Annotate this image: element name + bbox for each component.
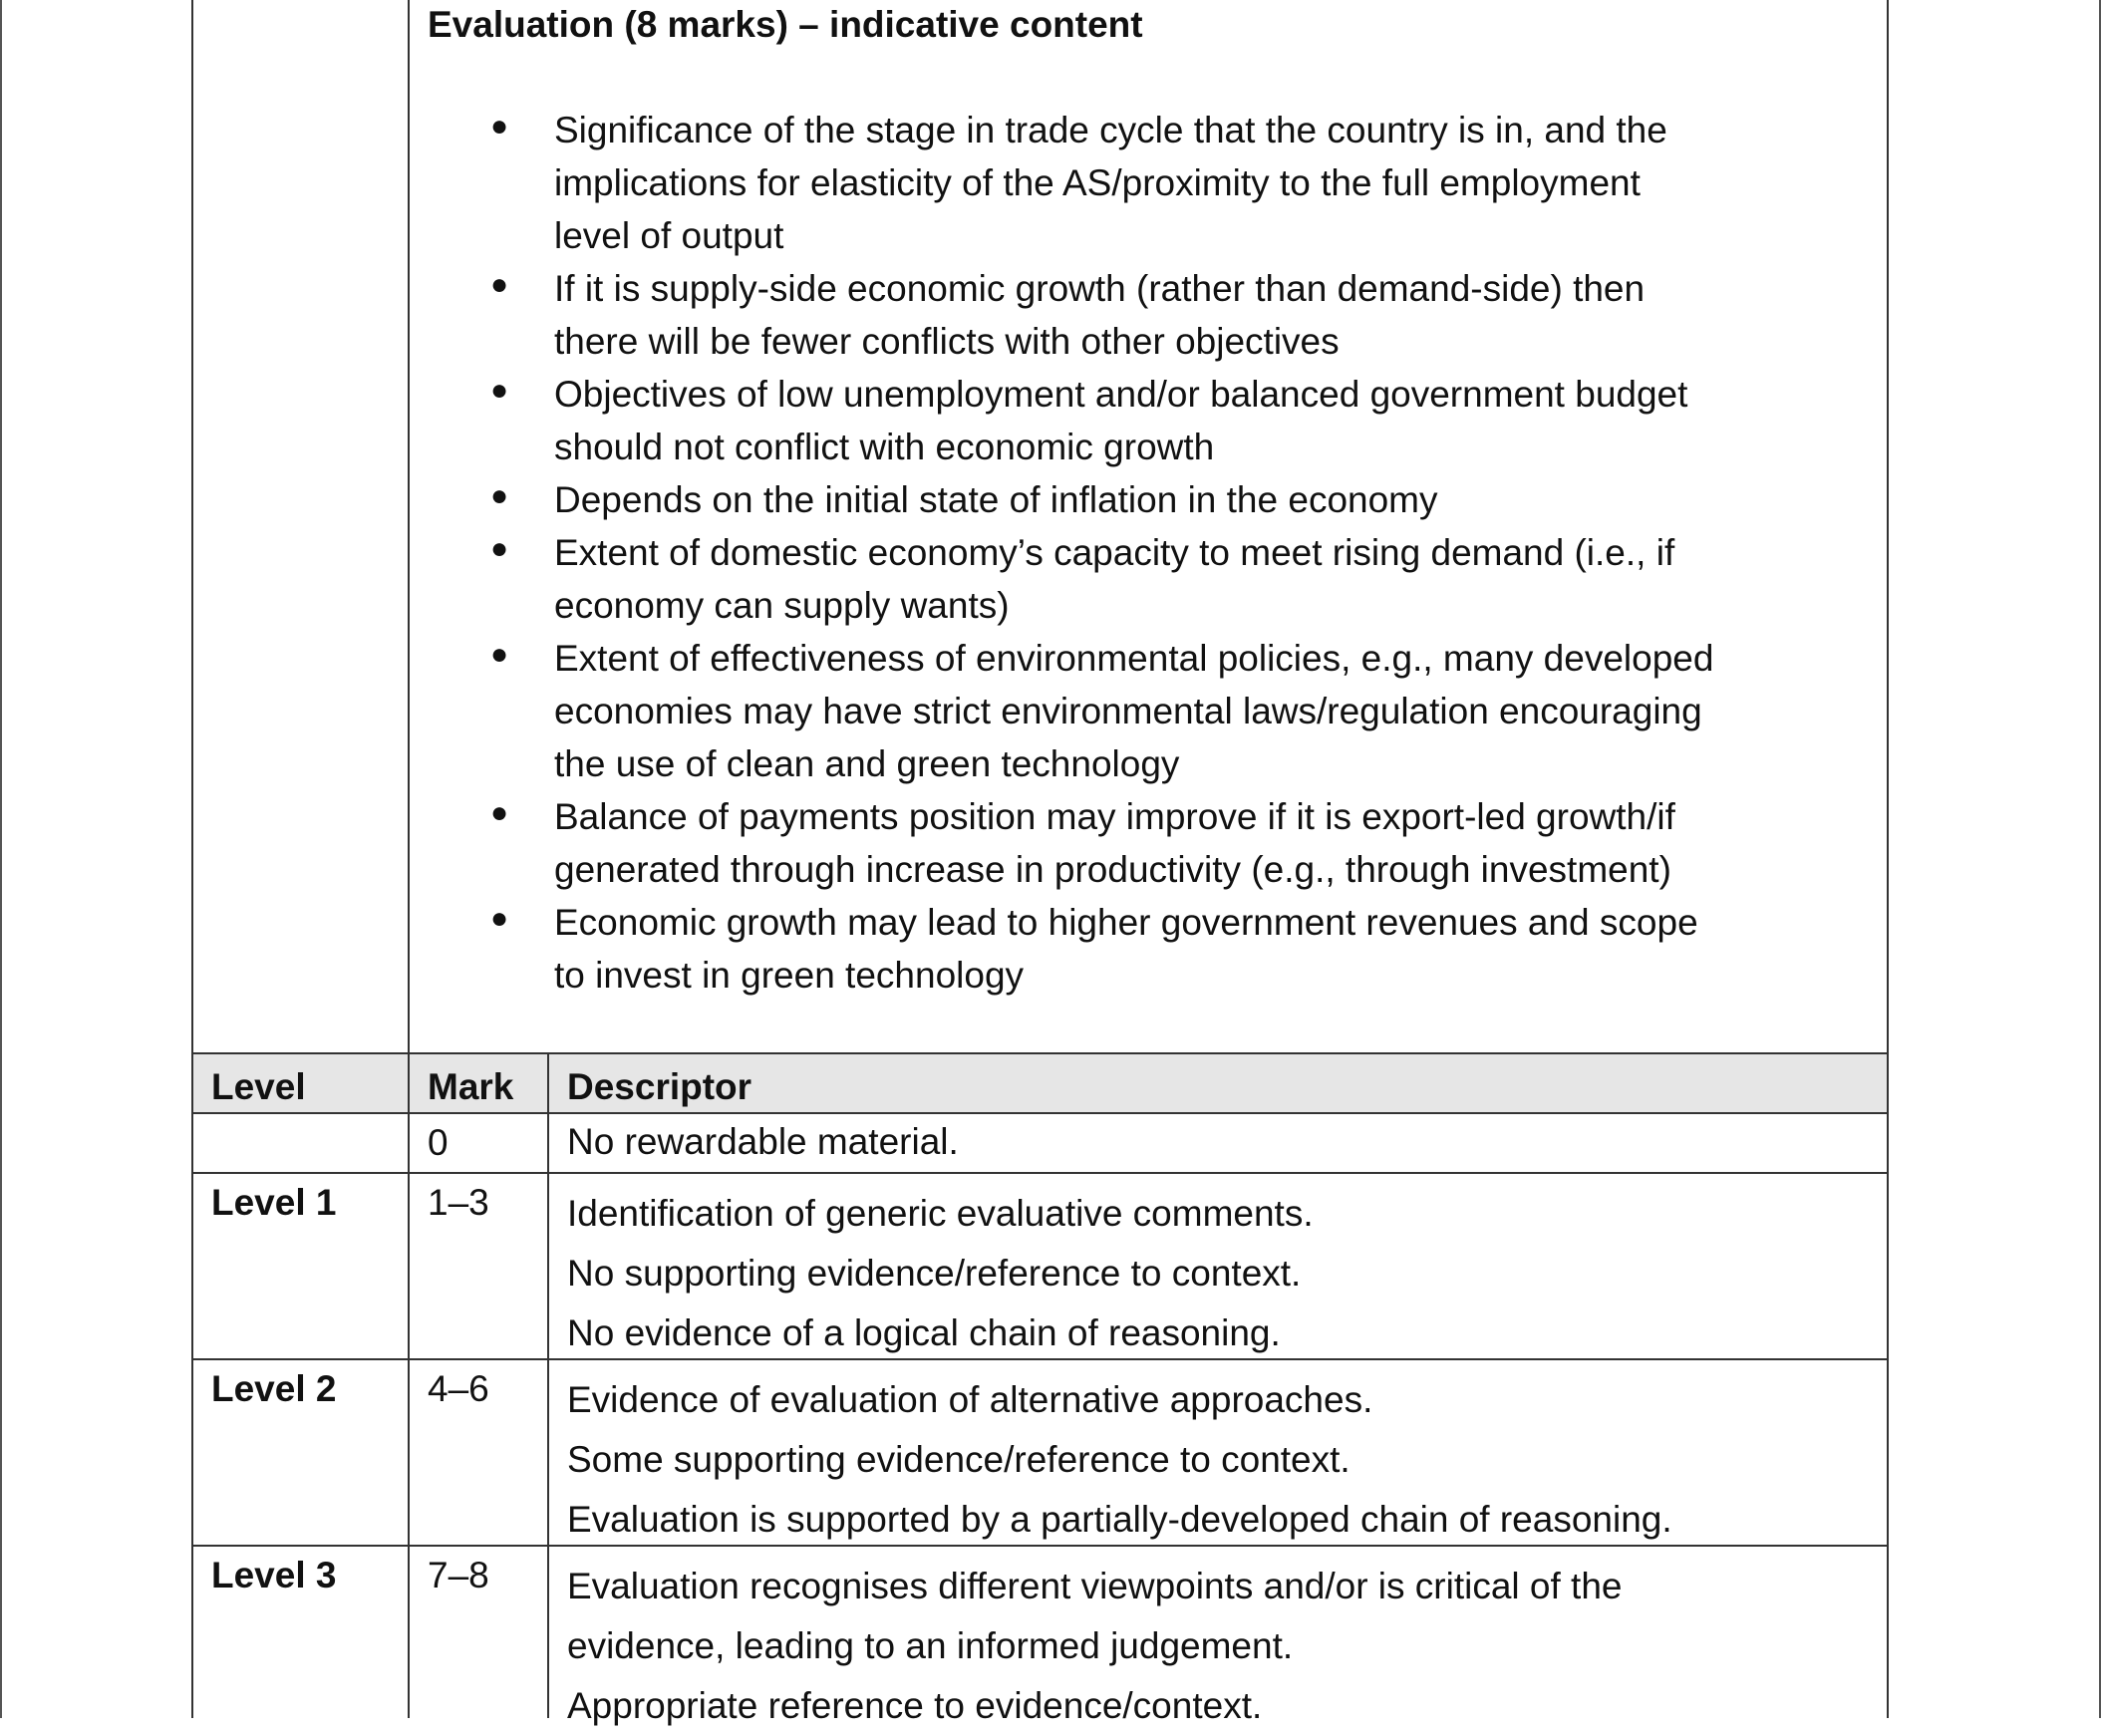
mark-range: 0 [428, 1122, 449, 1163]
bullet-text: Economic growth may lead to higher government revenues and scope [554, 902, 1698, 943]
row-divider [191, 1052, 1889, 1054]
level-label: Level 1 [211, 1182, 337, 1223]
mark-range: 7–8 [428, 1555, 489, 1595]
descriptor-text: Evaluation is supported by a partially-developed chain of reasoning. [567, 1499, 1672, 1540]
descriptor-text: Some supporting evidence/reference to context. [567, 1439, 1351, 1480]
level-label: Level 2 [211, 1368, 337, 1409]
column-divider-level [408, 0, 410, 1718]
bullet-icon: ● [490, 110, 509, 143]
descriptor-text: No rewardable material. [567, 1121, 959, 1162]
bullet-text: Extent of domestic economy’s capacity to meet rising demand (i.e., if [554, 532, 1675, 573]
table-border-left [191, 0, 193, 1718]
descriptor-text: Identification of generic evaluative comments. [567, 1193, 1314, 1234]
bullet-icon: ● [490, 638, 509, 671]
descriptor-text: Appropriate reference to evidence/context. [567, 1685, 1263, 1726]
descriptor-text: evidence, leading to an informed judgement. [567, 1625, 1294, 1666]
mark-range: 4–6 [428, 1368, 489, 1409]
bullet-text: generated through increase in productivity (e.g., through investment) [554, 849, 1671, 890]
bullet-text: Extent of effectiveness of environmental policies, e.g., many developed [554, 638, 1714, 679]
row-divider [191, 1172, 1889, 1174]
bullet-text: If it is supply-side economic growth (rather than demand-side) then [554, 268, 1646, 309]
bullet-icon: ● [490, 374, 509, 407]
descriptor-text: Evidence of evaluation of alternative approaches. [567, 1379, 1373, 1420]
header-level: Level [211, 1066, 306, 1107]
bullet-text: there will be fewer conflicts with other objectives [554, 321, 1340, 362]
page-edge-left [0, 0, 2, 1718]
header-mark: Mark [428, 1066, 514, 1107]
bullet-icon: ● [490, 479, 509, 512]
bullet-text: should not conflict with economic growth [554, 427, 1215, 467]
level-label: Level 3 [211, 1555, 337, 1595]
bullet-text: Significance of the stage in trade cycle that the country is in, and the [554, 110, 1667, 150]
bullet-text: level of output [554, 215, 784, 256]
bullet-icon: ● [490, 902, 509, 935]
bullet-text: Balance of payments position may improve if it is export-led growth/if [554, 796, 1675, 837]
descriptor-text: No supporting evidence/reference to context. [567, 1253, 1302, 1294]
mark-range: 1–3 [428, 1182, 489, 1223]
header-descriptor: Descriptor [567, 1066, 752, 1107]
bullet-icon: ● [490, 796, 509, 829]
descriptor-text: No evidence of a logical chain of reasoning. [567, 1312, 1281, 1353]
bullet-text: the use of clean and green technology [554, 743, 1180, 784]
evaluation-heading: Evaluation (8 marks) – indicative content [428, 4, 1143, 45]
bullet-icon: ● [490, 532, 509, 565]
table-border-right [1887, 0, 1889, 1718]
column-divider-mark [547, 1052, 549, 1718]
bullet-text: to invest in green technology [554, 955, 1025, 996]
descriptor-text: Evaluation recognises different viewpoints and/or is critical of the [567, 1566, 1623, 1606]
bullet-text: Objectives of low unemployment and/or balanced government budget [554, 374, 1688, 415]
bullet-text: implications for elasticity of the AS/proximity to the full employment [554, 162, 1641, 203]
bullet-icon: ● [490, 268, 509, 301]
bullet-text: economies may have strict environmental laws/regulation encouraging [554, 691, 1702, 731]
bullet-text: economy can supply wants) [554, 585, 1010, 626]
bullet-text: Depends on the initial state of inflation in the economy [554, 479, 1438, 520]
